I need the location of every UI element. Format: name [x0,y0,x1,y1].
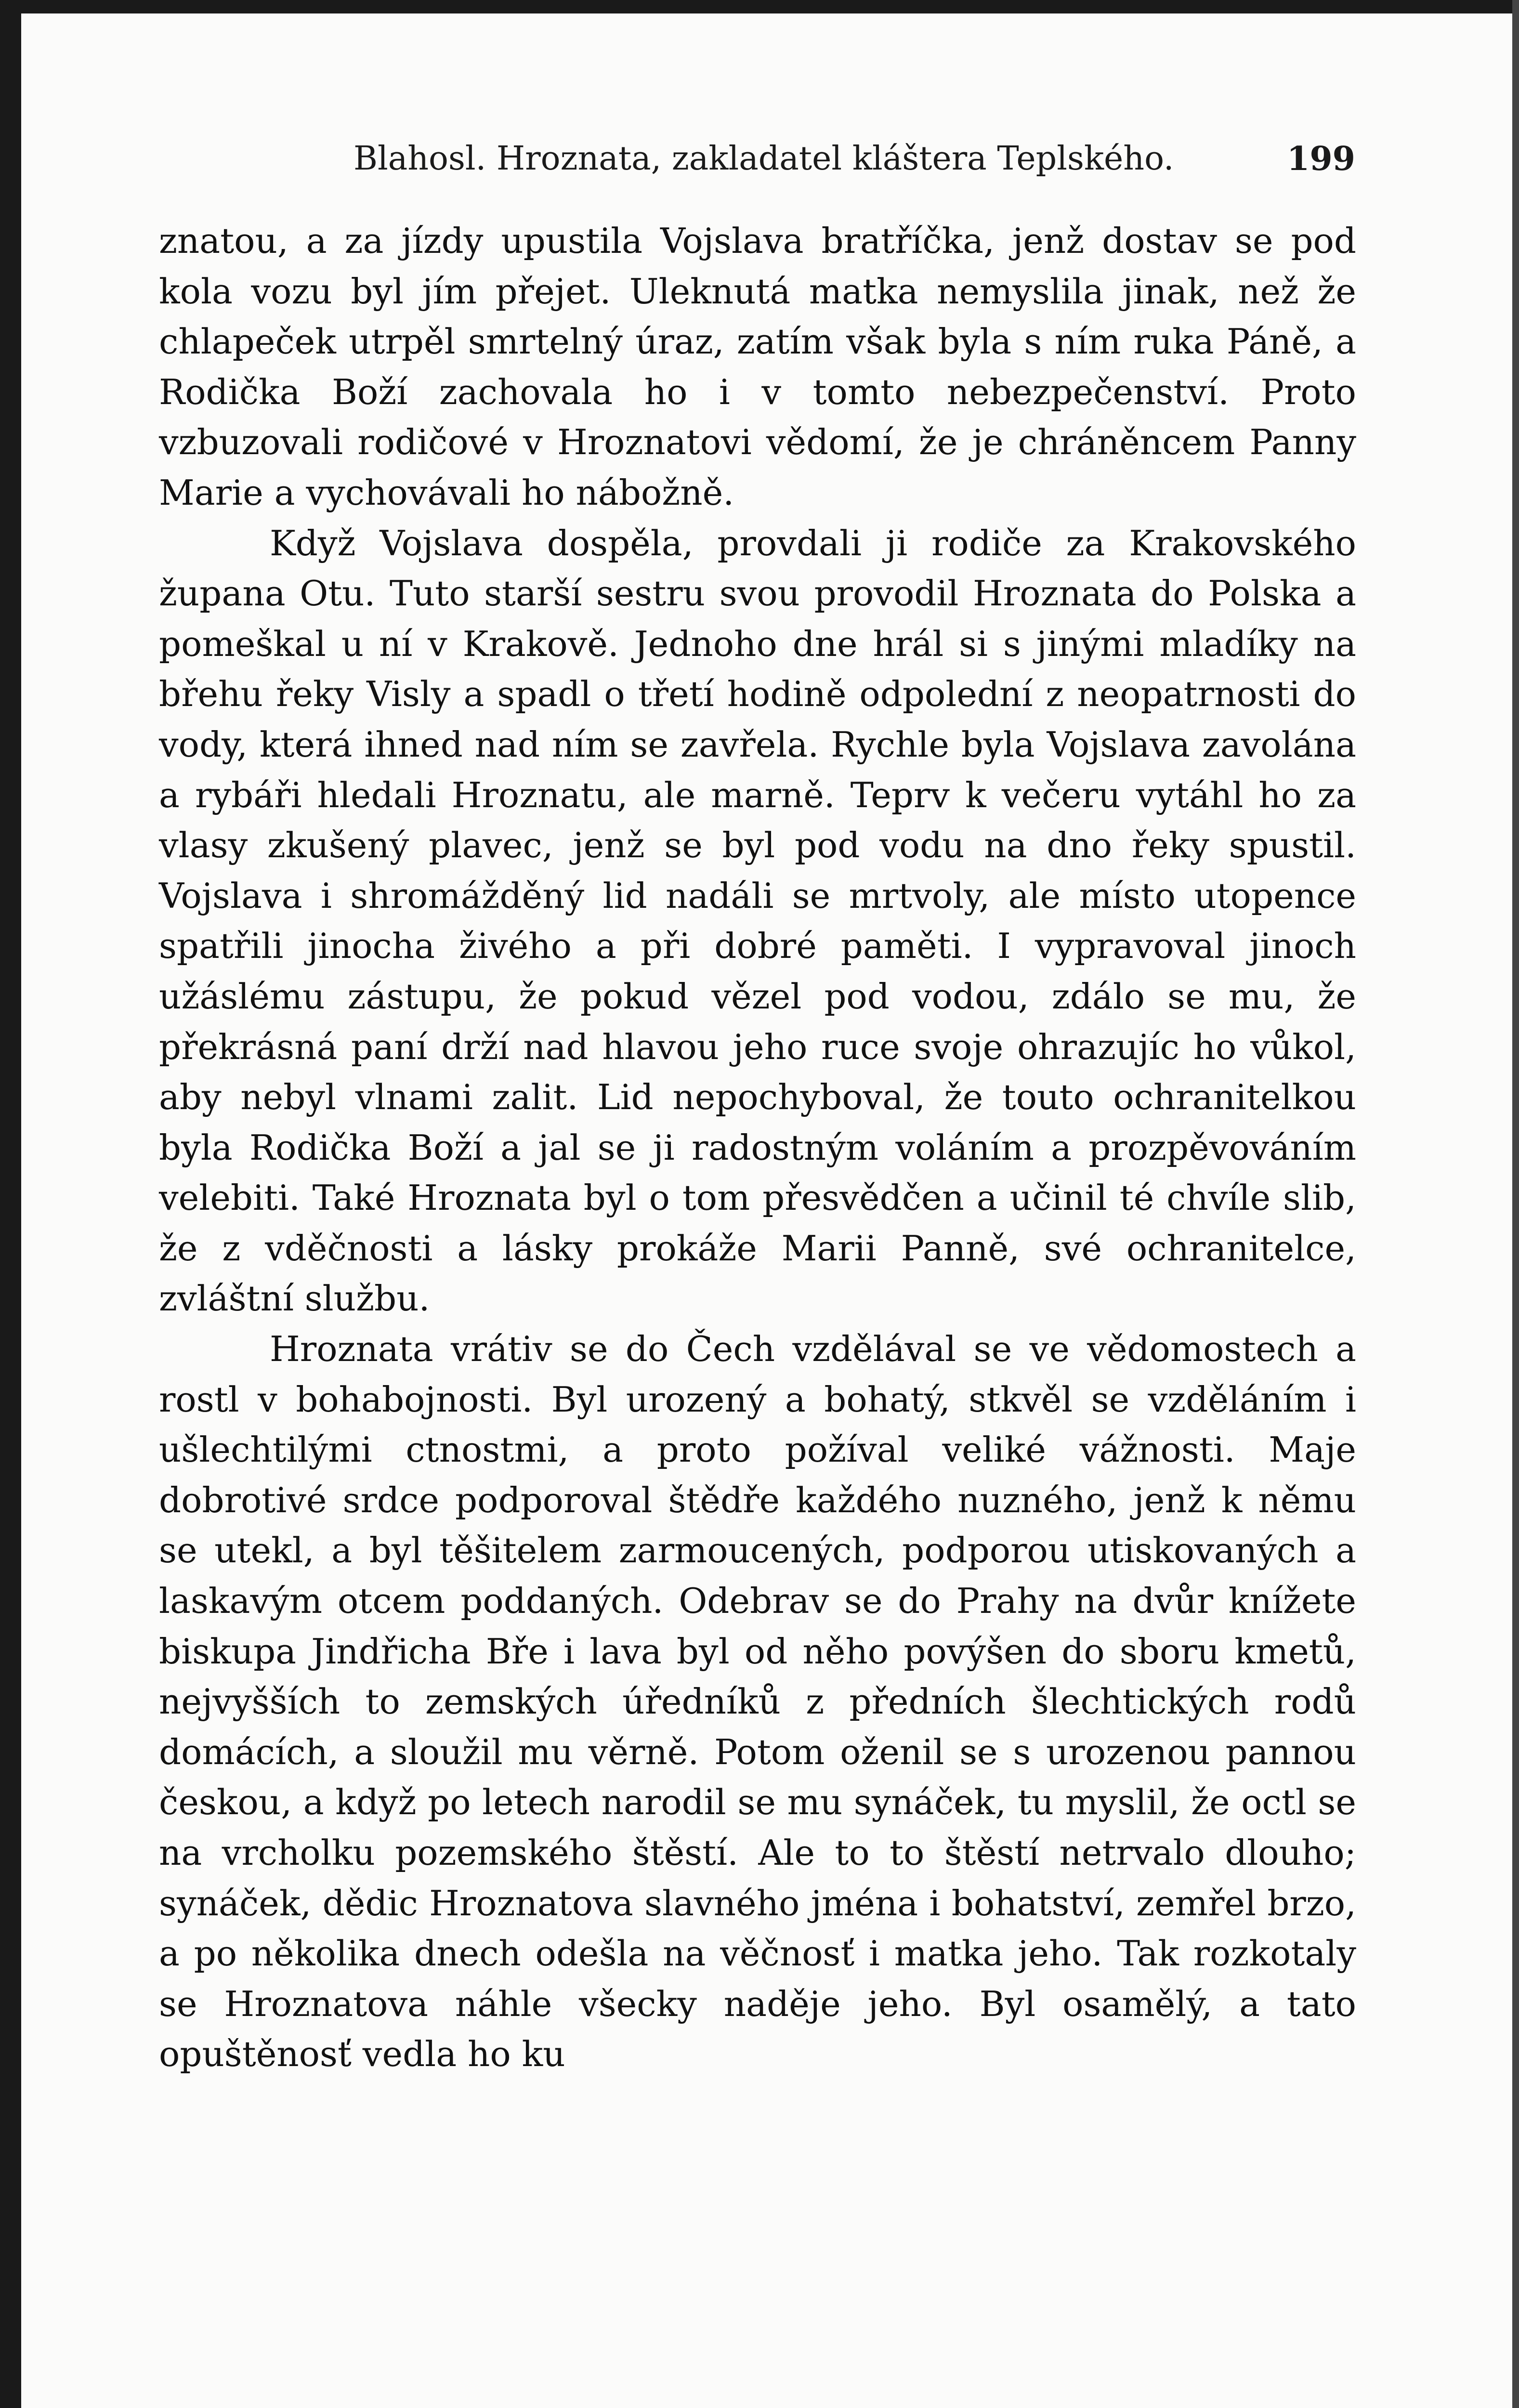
paragraph-2: Když Vojslava dospěla, provdali ji rodiče za Krakovského župana Otu. Tuto starší sestru svou provodil Hroznata do Polska a pomeškal u ní v Krakově. Jednoho dne hrál si s jinými mladíky na břehu řeky Visly a spadl o třetí hodině odpolední z neopatrnosti do vody, která ihned nad ním se zavřela. Rychle byla Vojslava zavolána a rybáři hledali Hroznatu, ale marně. Teprv k večeru vytáhl ho za vlasy zkušený plavec, jenž se byl pod vodu na dno řeky spustil. Vojslava i shromážděný lid nadáli se mrtvoly, ale místo utopence spatřili jinocha živého a při dobré paměti. I vypravoval jinoch užáslému zástupu, že pokud vězel pod vodou, zdálo se mu, že překrásná paní drží nad hlavou jeho ruce svoje ohrazujíc ho vůkol, aby nebyl vlnami zalit. Lid nepochyboval, že touto ochranitelkou byla Rodička Boží a jal se ji radostným voláním a prozpěvováním velebiti. Také Hroznata byl o tom přesvědčen a učinil té chvíle slib, že z vděčnosti a lásky prokáže Marii Panně, své ochranitelce, zvláštní službu. [159,523,1356,1319]
page-number: 199 [1287,140,1355,178]
scan-edge-top [0,0,1519,13]
paragraph-1: znatou, a za jízdy upustila Vojslava bratříčka, jenž dostav se pod kola vozu byl jím přejet. Uleknutá matka nemyslila jinak, než že chlapeček utrpěl smrtelný úraz, zatím však byla s ním ruka Páně, a Rodička Boží zachovala ho i v tomto nebezpečenství. Proto vzbuzovali rodičové v Hroznatovi vědomí, že je chráněncem Panny Marie a vychovávali ho nábožně. [159,221,1356,513]
scan-edge-right [1512,0,1519,2408]
scan-edge-left [0,0,21,2408]
book-page [21,13,1512,2408]
running-title: Blahosl. Hroznata, zakladatel kláštera Teplského. [354,140,1174,178]
body-text [159,216,1356,2080]
paragraph-3: Hroznata vrátiv se do Čech vzdělával se ve vědomostech a rostl v bohabojnosti. Byl urozený a bohatý, stkvěl se vzděláním i ušlechtilými ctnostmi, a proto požíval veliké vážnosti. Maje dobrotivé srdce podporoval štědře každého nuzného, jenž k němu se utekl, a byl těšitelem zarmoucených, podporou utiskovaných a laskavým otcem poddaných. Odebrav se do Prahy na dvůr knížete biskupa Jindřicha Bře i lava byl od něho povýšen do sboru kmetů, nejvyšších to zemských úředníků z předních šlechtických rodů domácích, a sloužil mu věrně. Potom oženil se s urozenou pannou českou, a když po letech narodil se mu synáček, tu myslil, že octl se na vrcholku pozemského štěstí. Ale to to štěstí netrvalo dlouho; synáček, dědic Hroznatova slavného jména i bohatství, zemřel brzo, a po několika dnech odešla na věčnosť i matka jeho. Tak rozkotaly se Hroznatova náhle všecky naděje jeho. Byl osamělý, a tato opuštěnosť vedla ho ku [159,1329,1356,2075]
running-head [354,140,1355,193]
